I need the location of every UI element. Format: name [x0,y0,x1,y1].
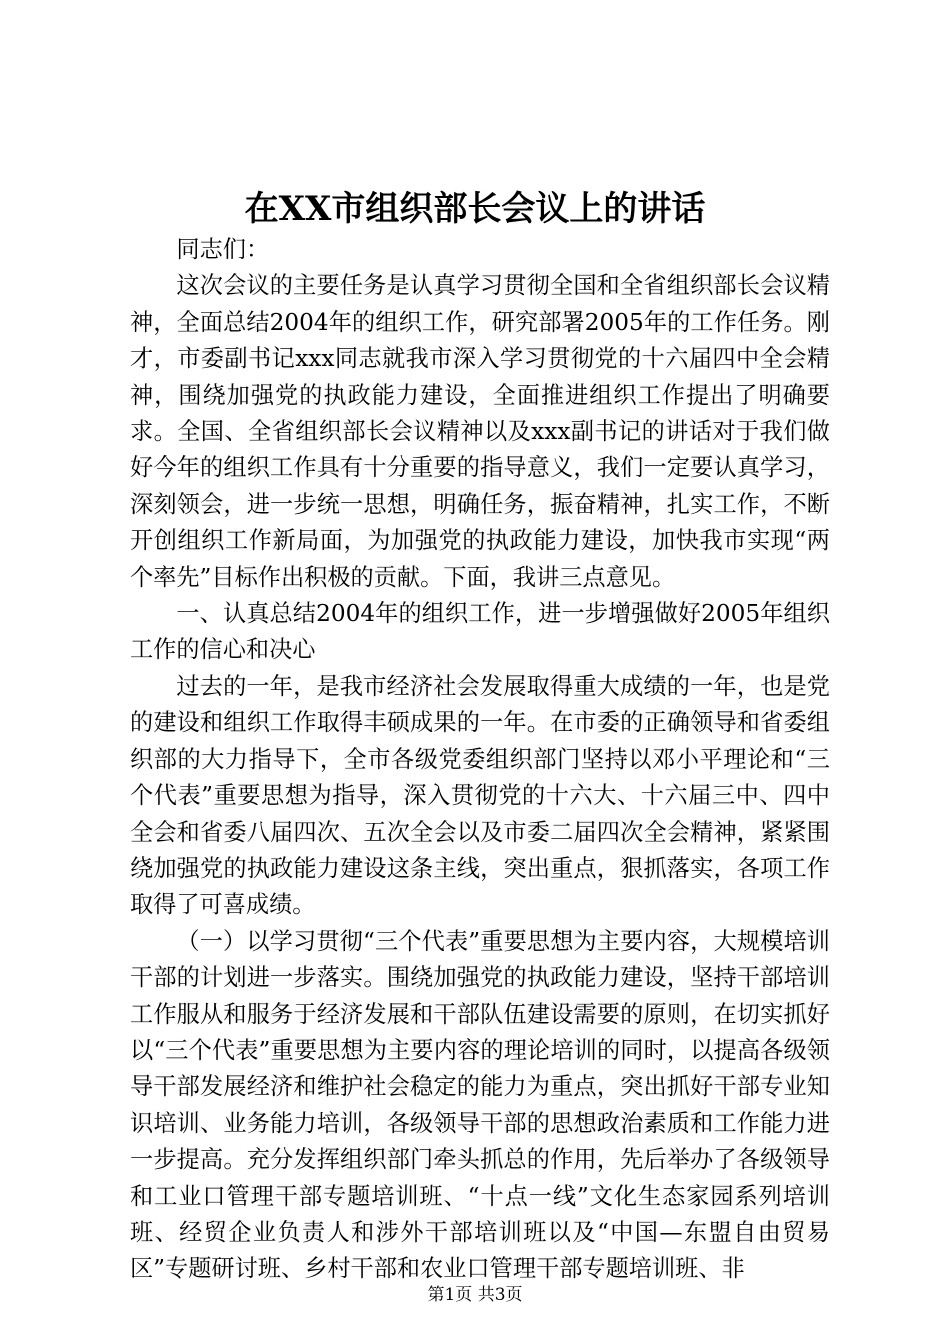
page-title: 在XX市组织部长会议上的讲话 [244,189,706,229]
document-body [130,232,830,1288]
paragraph-intro: 这次会议的主要任务是认真学习贯彻全国和全省组织部长会议精神，全面总结2004年的组织工作，研究部署2005年的工作任务。刚才，市委副书记xxx同志就我市深入学习贯彻党的十六届四中全会精神，围绕加强党的执政能力建设，全面推进组织工作提出了明确要求。全国、全省组织部长会议精神以及xxx副书记的讲话对于我们做好今年的组织工作具有十分重要的指导意义，我们一定要认真学习，深刻领会，进一步统一思想，明确任务，振奋精神，扎实工作，不断开创组织工作新局面，为加强党的执政能力建设，加快我市实现“两个率先”目标作出积极的贡献。下面，我讲三点意见。 [130,272,830,591]
salutation: 同志们： [176,236,270,263]
paragraph-review: 过去的一年，是我市经济社会发展取得重大成绩的一年，也是党的建设和组织工作取得丰硕成果的一年。在市委的正确领导和省委组织部的大力指导下，全市各级党委组织部门坚持以邓小平理论和“三个代表”重要思想为指导，深入贯彻党的十六大、十六届三中、四中全会和省委八届四次、五次全会以及市委二届四次全会精神，紧紧围绕加强党的执政能力建设这条主线，突出重点，狠抓落实，各项工作取得了可喜成绩。 [130,672,830,919]
paragraph-item-1: （一）以学习贯彻“三个代表”重要思想为主要内容，大规模培训干部的计划进一步落实。围绕加强党的执政能力建设，坚持干部培训工作服从和服务于经济发展和干部队伍建设需要的原则，在切实抓好以“三个代表”重要思想为主要内容的理论培训的同时，以提高各级领导干部发展经济和维护社会稳定的能力为重点，突出抓好干部专业知识培训、业务能力培训，各级领导干部的思想政治素质和工作能力进一步提高。充分发挥组织部门牵头抓总的作用，先后举办了各级领导和工业口管理干部专题培训班、“十点一线”文化生态家园系列培训班、经贸企业负责人和涉外干部培训班以及“中国—东盟自由贸易区”专题研讨班、乡村干部和农业口管理干部专题培训班、非 [130,927,830,1283]
section-heading-1: 一、认真总结2004年的组织工作，进一步增强做好2005年组织工作的信心和决心 [130,600,830,664]
page-number-footer: 第1页 共3页 [427,1285,523,1305]
